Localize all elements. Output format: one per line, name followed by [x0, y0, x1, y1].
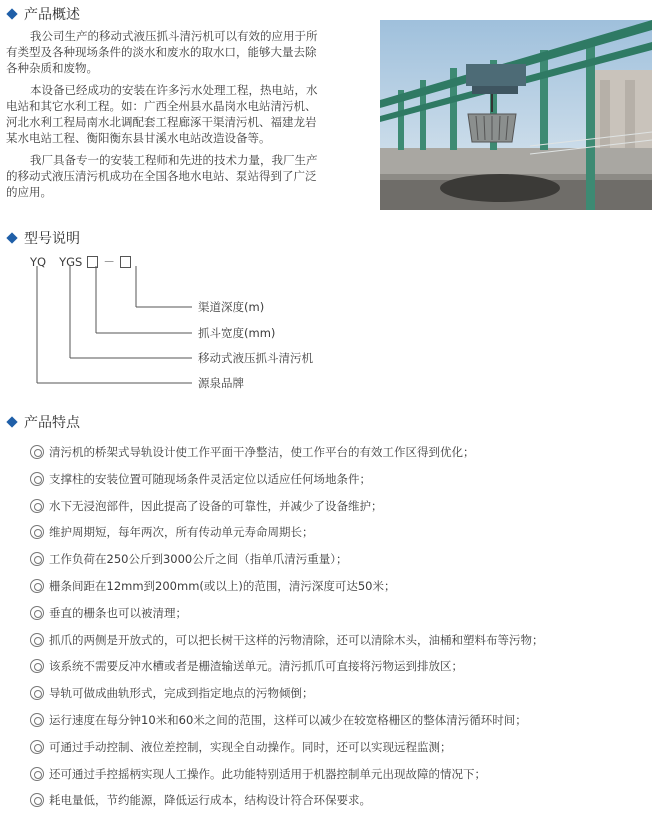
legend-grab-width: 抓斗宽度(mm) — [198, 326, 276, 340]
list-item: 支撑柱的安装位置可随现场条件灵活定位以适应任何场地条件； — [30, 471, 650, 498]
circle-bullet-icon — [30, 579, 44, 593]
features-title: 产品特点 — [24, 415, 80, 431]
features-list — [30, 444, 650, 819]
circle-bullet-icon — [30, 445, 44, 459]
circle-bullet-icon — [30, 552, 44, 566]
list-item: 水下无浸泡部件，因此提高了设备的可靠性，并减少了设备维护； — [30, 498, 650, 525]
circle-bullet-icon — [30, 525, 44, 539]
diamond-bullet-icon — [6, 416, 17, 427]
list-item: 抓爪的两侧是开放式的，可以把长树干这样的污物清除，还可以清除木头，油桶和塑料布等污物； — [30, 632, 650, 659]
model-legend-lines — [0, 0, 660, 400]
overview-paragraph-1: 我公司生产的移动式液压抓斗清污机可以有效的应用于所 有类型及各种现场条件的淡水和废水的取水口，能够大量去除 各种杂质和废物。 — [6, 29, 318, 75]
circle-bullet-icon — [30, 472, 44, 486]
circle-bullet-icon — [30, 767, 44, 781]
list-item: 导轨可做成曲轨形式，完成到指定地点的污物倾倒； — [30, 685, 650, 712]
circle-bullet-icon — [30, 740, 44, 754]
circle-bullet-icon — [30, 713, 44, 727]
circle-bullet-icon — [30, 659, 44, 673]
legend-channel-depth: 渠道深度(m) — [198, 300, 265, 314]
circle-bullet-icon — [30, 606, 44, 620]
model-code-dash: － — [103, 255, 115, 269]
model-code-brand: YQ — [30, 255, 47, 269]
legend-product-type: 移动式液压抓斗清污机 — [198, 351, 313, 365]
overview-title: 产品概述 — [24, 7, 80, 23]
list-item: 工作负荷在250公斤到3000公斤之间（指单爪清污重量）； — [30, 551, 650, 578]
circle-bullet-icon — [30, 633, 44, 647]
list-item: 可通过手动控制、液位差控制，实现全自动操作。同时，还可以实现远程监测； — [30, 739, 650, 766]
list-item: 清污机的桥架式导轨设计使工作平面干净整洁，使工作平台的有效工作区得到优化； — [30, 444, 650, 471]
list-item: 该系统不需要反冲水槽或者是栅渣输送单元。清污抓爪可直接将污物运到排放区； — [30, 658, 650, 685]
model-title: 型号说明 — [24, 231, 80, 247]
list-item: 垂直的栅条也可以被清理； — [30, 605, 650, 632]
list-item: 运行速度在每分钟10米和60米之间的范围，这样可以减少在较宽格栅区的整体清污循环时间； — [30, 712, 650, 739]
features-heading — [6, 412, 80, 432]
list-item: 还可通过手控摇柄实现人工操作。此功能特别适用于机器控制单元出现故障的情况下； — [30, 766, 650, 793]
overview-paragraph-2: 本设备已经成功的安装在许多污水处理工程，热电站，水 电站和其它水利工程。如：广西全州县水晶岗水电站清污机、 河北水利工程局南水北调配套工程廊涿干渠清污机、福建龙岩 某水电站工程、衡阳衡东县甘溪水电站改造设备等。 — [6, 83, 318, 145]
list-item: 维护周期短，每年两次，所有传动单元寿命周期长； — [30, 524, 650, 551]
circle-bullet-icon — [30, 686, 44, 700]
circle-bullet-icon — [30, 499, 44, 513]
circle-bullet-icon — [30, 793, 44, 807]
overview-paragraph-3: 我厂具备专一的安装工程师和先进的技术力量，我厂生产 的移动式液压清污机成功在全国各地水电站、泵站得到了广泛 的应用。 — [6, 153, 318, 199]
legend-brand: 源泉品牌 — [198, 376, 244, 390]
model-code-type: YGS — [59, 255, 83, 269]
list-item: 栅条间距在12mm到200mm(或以上)的范围，清污深度可达50米； — [30, 578, 650, 605]
list-item: 耗电量低，节约能源，降低运行成本，结构设计符合环保要求。 — [30, 792, 650, 819]
